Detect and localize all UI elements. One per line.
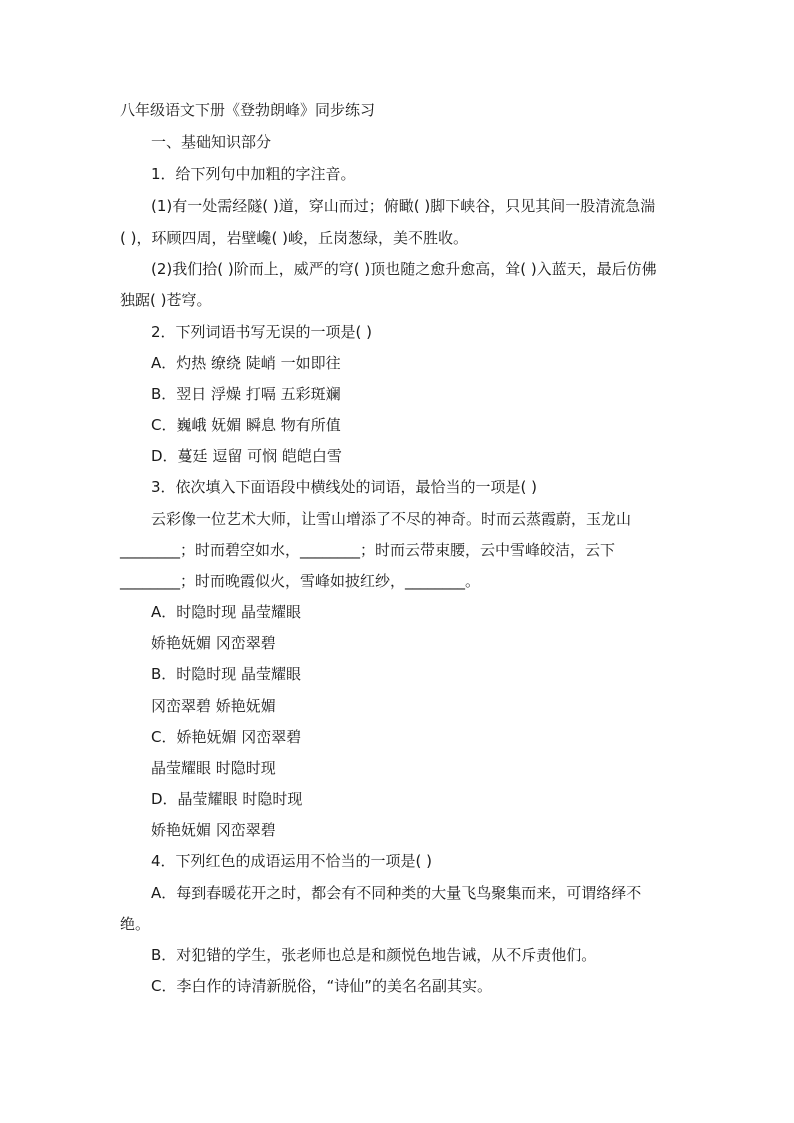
q3-passage-line3: ________；时而晚霞似火，雪峰如披红纱，________。 — [120, 572, 481, 590]
q3-option-d-first: D．晶莹耀眼 时隐时现 — [151, 790, 303, 808]
q1-stem: 1．给下列句中加粗的字注音。 — [151, 165, 356, 183]
q2-option-d: D．蔓廷 逗留 可悯 皑皑白雪 — [151, 447, 342, 465]
q3-option-a-second: 娇艳妩媚 冈峦翠碧 — [151, 634, 276, 652]
q2-stem: 2．下列词语书写无误的一项是( ) — [151, 323, 373, 341]
q3-option-b-first: B．时隐时现 晶莹耀眼 — [151, 665, 302, 683]
q3-passage-line1: 云彩像一位艺术大师，让雪山增添了不尽的神奇。时而云蒸霞蔚，玉龙山 — [151, 510, 632, 528]
q1-item2-line2: 独踞( )苍穹。 — [120, 291, 212, 309]
q1-item1-line1: (1)有一处需经隧( )道，穿山而过；俯瞰( )脚下峡谷，只见其间一股清流急湍 — [151, 197, 656, 215]
q3-option-a-first: A．时隐时现 晶莹耀眼 — [151, 603, 302, 621]
q4-option-a-line1: A．每到春暖花开之时，都会有不同种类的大量飞鸟聚集而来，可谓络绎不 — [151, 884, 642, 902]
q3-option-b-second: 冈峦翠碧 娇艳妩媚 — [151, 697, 276, 715]
q3-option-c-first: C．娇艳妩媚 冈峦翠碧 — [151, 728, 302, 746]
q3-passage-line2: ________；时而碧空如水，________；时而云带束腰，云中雪峰皎洁，云下 — [120, 541, 616, 559]
q3-option-c-second: 晶莹耀眼 时隐时现 — [151, 759, 276, 777]
q4-option-a-line2: 绝。 — [120, 915, 151, 933]
q2-option-a: A．灼热 缭绕 陡峭 一如即往 — [151, 354, 341, 372]
section-heading: 一、基础知识部分 — [151, 133, 272, 151]
q4-option-b: B．对犯错的学生，张老师也总是和颜悦色地告诫，从不斥责他们。 — [151, 946, 597, 964]
q4-option-c: C．李白作的诗清新脱俗，“诗仙”的美名名副其实。 — [151, 977, 493, 995]
document-title: 八年级语文下册《登勃朗峰》同步练习 — [120, 101, 376, 119]
q4-stem: 4．下列红色的成语运用不恰当的一项是( ) — [151, 852, 433, 870]
q2-option-c: C．巍峨 妩媚 瞬息 物有所值 — [151, 416, 341, 434]
q1-item2-line1: (2)我们拾( )阶而上，威严的穹( )顶也随之愈升愈高，耸( )入蓝天，最后仿佛 — [151, 260, 657, 278]
q1-item1-line2: ( )，环顾四周，岩壁巉( )峻，丘岗葱绿，美不胜收。 — [120, 229, 468, 247]
q3-option-d-second: 娇艳妩媚 冈峦翠碧 — [151, 821, 276, 839]
q3-stem: 3．依次填入下面语段中横线处的词语，最恰当的一项是( ) — [151, 478, 538, 496]
q2-option-b: B．翌日 浮燥 打嗝 五彩斑斓 — [151, 385, 341, 403]
